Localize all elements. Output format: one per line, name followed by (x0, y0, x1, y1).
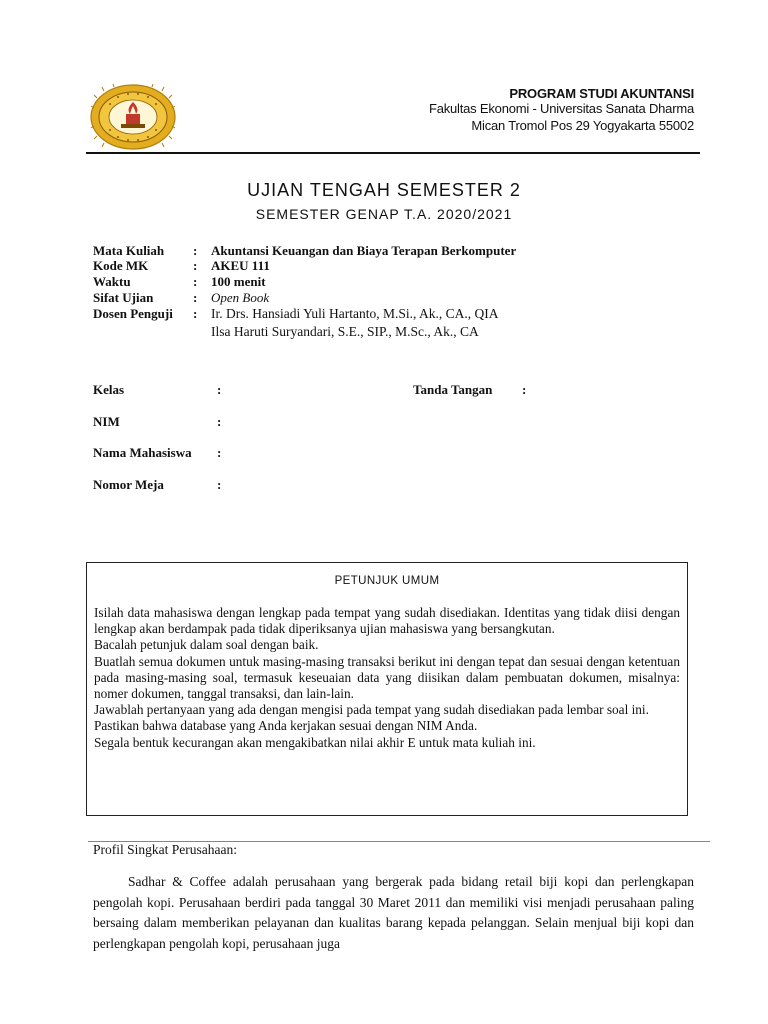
info-label-course: Mata Kuliah (93, 243, 165, 258)
info-label-examiner: Dosen Penguji (93, 306, 173, 321)
field-colon: : (522, 382, 527, 397)
info-colon: : (193, 258, 198, 273)
program-name: PROGRAM STUDI AKUNTANSI (509, 86, 694, 101)
instruction-item: Bacalah petunjuk dalam soal dengan baik. (94, 637, 319, 653)
instructions-list (94, 605, 680, 751)
field-colon: : (217, 445, 222, 460)
info-value-time: 100 menit (211, 274, 266, 289)
exam-subtitle: SEMESTER GENAP T.A. 2020/2021 (255, 206, 513, 222)
instruction-item: Pastikan bahwa database yang Anda kerjakan sesuai dengan NIM Anda. (94, 718, 478, 734)
info-value-examiner-2: Ilsa Haruti Suryandari, S.E., SIP., M.Sc., Ak., CA (211, 324, 479, 339)
field-colon: : (217, 477, 222, 492)
info-colon: : (193, 243, 198, 258)
profile-paragraph: Sadhar & Coffee adalah perusahaan yang bergerak pada bidang retail biji kopi dan perlengkapan pengolah kopi. Perusahaan berdiri pada tanggal 30 Maret 2011 dan memiliki visi menjadi perusahaan paling bersaing dalam memberikan pelayanan dan kualitas barang kepada pelanggan. Selain menjual biji kopi dan perlengkapan pengolah kopi, perusahaan juga (93, 874, 694, 951)
info-value-course: Akuntansi Keuangan dan Biaya Terapan Berkomputer (211, 243, 517, 258)
field-label-student-name: Nama Mahasiswa (93, 445, 192, 460)
university-seal-icon (90, 84, 176, 150)
faculty-name: Fakultas Ekonomi - Universitas Sanata Dharma (428, 101, 694, 116)
address: Mican Tromol Pos 29 Yogyakarta 55002 (471, 118, 694, 133)
info-label-time: Waktu (93, 274, 131, 289)
field-label-class: Kelas (93, 382, 125, 397)
info-label-code: Kode MK (93, 258, 149, 273)
instructions-box (86, 562, 688, 816)
info-value-examiner-1: Ir. Drs. Hansiadi Yuli Hartanto, M.Si., Ak., CA., QIA (211, 306, 499, 321)
info-colon: : (193, 306, 198, 321)
info-value-code: AKEU 111 (211, 258, 270, 273)
field-colon: : (217, 414, 222, 429)
info-value-type: Open Book (211, 290, 270, 305)
instruction-item: Isilah data mahasiswa dengan lengkap pada tempat yang sudah disediakan. Identitas yang tidak diisi dengan lengkap akan berdampak pada tidak diperiksanya ujian mahasiswa yang bersangkutan. (94, 605, 680, 637)
signature-label: Tanda Tangan (413, 382, 493, 397)
info-colon: : (193, 290, 198, 305)
profile-heading: Profil Singkat Perusahaan: (93, 842, 237, 857)
instruction-item: Segala bentuk kecurangan akan mengakibatkan nilai akhir E untuk mata kuliah ini. (94, 734, 536, 750)
field-label-nim: NIM (93, 414, 120, 429)
info-label-type: Sifat Ujian (93, 290, 154, 305)
header-divider (86, 152, 700, 154)
field-label-desk-number: Nomor Meja (93, 477, 164, 492)
instructions-title: PETUNJUK UMUM (334, 575, 440, 587)
instruction-item: Buatlah semua dokumen untuk masing-masing transaksi berikut ini dengan tepat dan sesuai dengan ketentuan pada masing-masing soal, termasuk keseuaian data yang diisikan dalam pembuatan dokumen, misalnya: nomer dokumen, tanggal transaksi, dan lain-lain. (94, 653, 680, 702)
instruction-item: Jawablah pertanyaan yang ada dengan mengisi pada tempat yang sudah disediakan pada lembar soal ini. (94, 702, 649, 718)
exam-title: UJIAN TENGAH SEMESTER 2 (247, 180, 521, 200)
field-colon: : (217, 382, 222, 397)
info-colon: : (193, 274, 198, 289)
